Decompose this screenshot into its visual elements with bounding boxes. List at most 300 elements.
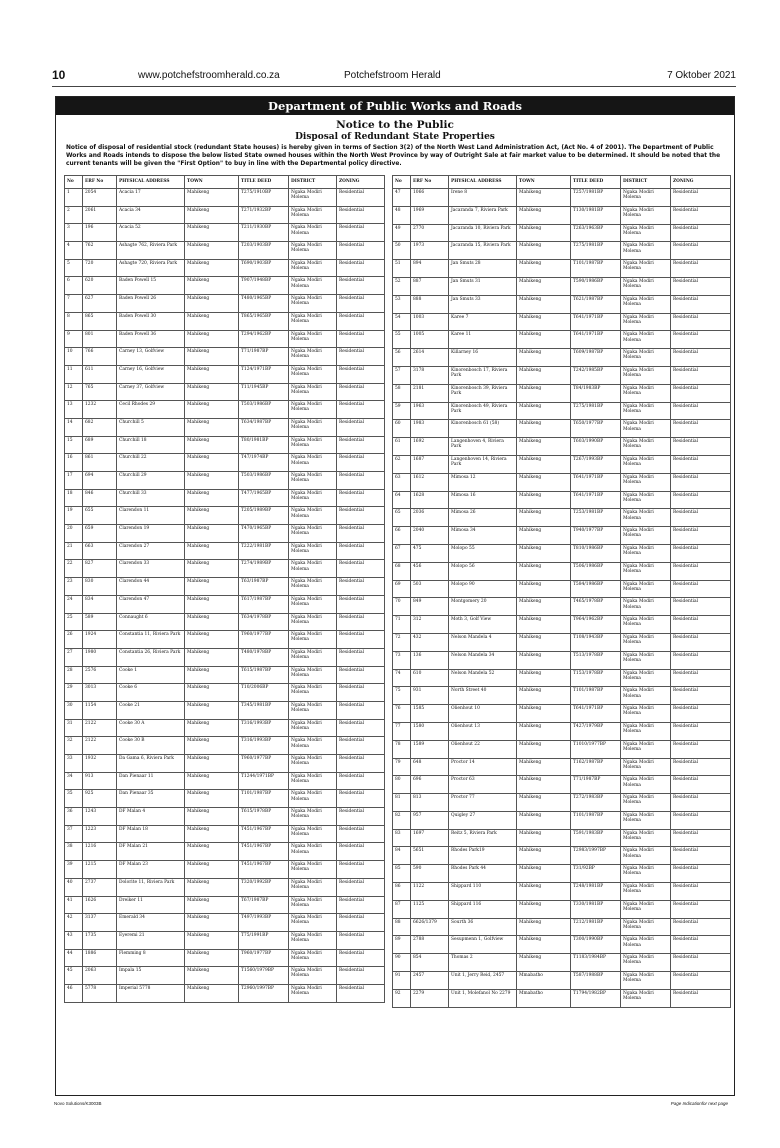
table-row [393, 242, 731, 260]
no-cell: 53 [393, 295, 411, 313]
district-cell: Ngaka Modiri Molema [289, 418, 337, 436]
website-url[interactable]: www.potchefstroomherald.co.za [138, 70, 280, 81]
district-cell: Ngaka Modiri Molema [621, 438, 671, 456]
table-row [65, 436, 385, 454]
erf-cell: 5778 [83, 984, 117, 1002]
address-cell: Mimosa 34 [449, 527, 517, 545]
table-row [393, 616, 731, 634]
zoning-cell: Residential [337, 914, 385, 932]
address-cell: Proctor 63 [449, 776, 517, 794]
town-cell: Mahikeng [517, 722, 571, 740]
title-deed-cell: T480/1978BP [239, 648, 289, 666]
title-deed-cell: T590/1986BP [571, 277, 621, 295]
erf-cell: 648 [411, 758, 449, 776]
no-cell: 9 [65, 330, 83, 348]
town-cell: Mahikeng [185, 312, 239, 330]
town-cell: Mahikeng [185, 206, 239, 224]
no-cell: 82 [393, 811, 411, 829]
table-row [65, 189, 385, 207]
zoning-cell: Residential [337, 737, 385, 755]
erf-cell: 1223 [83, 825, 117, 843]
address-cell: Churchill 29 [117, 472, 185, 490]
no-cell: 33 [65, 755, 83, 773]
erf-cell: 1697 [411, 829, 449, 847]
table-row [393, 491, 731, 509]
no-cell: 21 [65, 542, 83, 560]
erf-cell: 830 [83, 578, 117, 596]
district-cell: Ngaka Modiri Molema [289, 365, 337, 383]
district-cell: Ngaka Modiri Molema [621, 811, 671, 829]
title-deed-cell: T203/1903BP [239, 242, 289, 260]
zoning-cell: Residential [337, 684, 385, 702]
table-row [65, 560, 385, 578]
no-cell: 39 [65, 861, 83, 879]
district-cell: Ngaka Modiri Molema [289, 330, 337, 348]
title-deed-cell: T587/1988BP [571, 972, 621, 990]
town-cell: Mmabatho [517, 989, 571, 1007]
district-cell: Ngaka Modiri Molema [621, 473, 671, 491]
zoning-cell: Residential [337, 418, 385, 436]
district-cell: Ngaka Modiri Molema [289, 401, 337, 419]
town-cell: Mahikeng [185, 719, 239, 737]
title-deed-cell: T634/1978BP [239, 613, 289, 631]
erf-cell: 1122 [411, 883, 449, 901]
erf-cell: 1983 [411, 420, 449, 438]
address-cell: DF Malan 23 [117, 861, 185, 879]
zoning-cell: Residential [671, 687, 731, 705]
district-cell: Ngaka Modiri Molema [621, 705, 671, 723]
district-cell: Ngaka Modiri Molema [621, 331, 671, 349]
title-deed-cell: T274/1989BP [239, 560, 289, 578]
erf-cell: 610 [411, 669, 449, 687]
table-header-row [65, 176, 385, 189]
title-deed-cell: T503/1986BP [239, 472, 289, 490]
title-deed-cell: T267/1993BP [571, 455, 621, 473]
address-cell: Acacia 52 [117, 224, 185, 242]
title-deed-cell: T641/1971BP [571, 313, 621, 331]
address-cell: Nelson Mandela 34 [449, 651, 517, 669]
title-deed-cell: T865/1965BP [239, 312, 289, 330]
erf-cell: 846 [83, 489, 117, 507]
erf-cell: 813 [411, 794, 449, 812]
erf-cell: 2576 [83, 666, 117, 684]
title-deed-cell: T641/1971BP [571, 491, 621, 509]
erf-cell: 854 [411, 954, 449, 972]
no-cell: 56 [393, 349, 411, 367]
no-cell: 35 [65, 790, 83, 808]
table-row [65, 772, 385, 790]
erf-cell: 1003 [411, 313, 449, 331]
district-cell: Ngaka Modiri Molema [621, 954, 671, 972]
masthead-rule [52, 86, 736, 87]
erf-cell: 888 [411, 295, 449, 313]
address-cell: Constantia 26, Riviera Park [117, 648, 185, 666]
zoning-cell: Residential [671, 580, 731, 598]
town-cell: Mahikeng [185, 189, 239, 207]
no-cell: 11 [65, 365, 83, 383]
title-deed-cell: T1560/1979BP [239, 967, 289, 985]
title-deed-cell: T615/1987BP [239, 666, 289, 684]
title-deed-cell: T960/1977BP [239, 631, 289, 649]
no-cell: 81 [393, 794, 411, 812]
zoning-cell: Residential [671, 918, 731, 936]
erf-cell: 620 [83, 277, 117, 295]
zoning-cell: Residential [671, 384, 731, 402]
district-cell: Ngaka Modiri Molema [621, 349, 671, 367]
district-cell: Ngaka Modiri Molema [289, 631, 337, 649]
address-cell: Thomas 2 [449, 954, 517, 972]
table-row [65, 578, 385, 596]
no-cell: 80 [393, 776, 411, 794]
table-row [65, 365, 385, 383]
address-cell: Sesupmenn 1, Golfview [449, 936, 517, 954]
erf-cell: 720 [83, 259, 117, 277]
address-cell: Jan Smuts 33 [449, 295, 517, 313]
table-row [393, 900, 731, 918]
district-cell: Ngaka Modiri Molema [621, 224, 671, 242]
address-cell: Dan Pienaar 35 [117, 790, 185, 808]
table-row [393, 366, 731, 384]
title-deed-cell: T513/1978BP [571, 651, 621, 669]
table-row [65, 808, 385, 826]
district-cell: Ngaka Modiri Molema [289, 542, 337, 560]
no-cell: 17 [65, 472, 83, 490]
erf-cell: 2054 [83, 189, 117, 207]
table-row [393, 189, 731, 207]
town-cell: Mahikeng [185, 878, 239, 896]
no-cell: 71 [393, 616, 411, 634]
zoning-cell: Residential [671, 936, 731, 954]
town-cell: Mahikeng [517, 758, 571, 776]
town-cell: Mahikeng [517, 491, 571, 509]
address-cell: Baden Powell 15 [117, 277, 185, 295]
erf-cell: 3178 [411, 366, 449, 384]
district-cell: Ngaka Modiri Molema [289, 967, 337, 985]
erf-cell: 2181 [411, 384, 449, 402]
address-cell: Flemming 8 [117, 949, 185, 967]
table-row [393, 740, 731, 758]
address-cell: Rhodes Park 44 [449, 865, 517, 883]
address-cell: Cooke 1 [117, 666, 185, 684]
district-cell: Ngaka Modiri Molema [289, 790, 337, 808]
zoning-cell: Residential [671, 847, 731, 865]
town-cell: Mahikeng [517, 402, 571, 420]
town-cell: Mahikeng [185, 383, 239, 401]
title-deed-cell: T84/1983BP [571, 384, 621, 402]
district-cell: Ngaka Modiri Molema [289, 772, 337, 790]
title-deed-cell: T591/1983BP [571, 829, 621, 847]
district-cell: Ngaka Modiri Molema [621, 366, 671, 384]
no-cell: 70 [393, 598, 411, 616]
district-cell: Ngaka Modiri Molema [621, 972, 671, 990]
district-cell: Ngaka Modiri Molema [621, 740, 671, 758]
address-cell: Jan Smuts 28 [449, 260, 517, 278]
erf-cell: 957 [411, 811, 449, 829]
no-cell: 48 [393, 206, 411, 224]
no-cell: 55 [393, 331, 411, 349]
address-cell: Eyeremi 21 [117, 931, 185, 949]
no-cell: 18 [65, 489, 83, 507]
erf-cell: 682 [83, 418, 117, 436]
zoning-cell: Residential [337, 472, 385, 490]
title-deed-cell: T617/1987BP [239, 595, 289, 613]
address-cell: Baden Powell 30 [117, 312, 185, 330]
town-cell: Mahikeng [517, 384, 571, 402]
table-row [65, 825, 385, 843]
title-deed-cell: T80/1981BP [239, 436, 289, 454]
table-body-left [65, 189, 385, 1003]
town-cell: Mahikeng [185, 436, 239, 454]
table-row [65, 648, 385, 666]
erf-cell: 765 [83, 383, 117, 401]
zoning-cell: Residential [671, 562, 731, 580]
district-cell: Ngaka Modiri Molema [289, 984, 337, 1002]
no-cell: 84 [393, 847, 411, 865]
zoning-cell: Residential [337, 719, 385, 737]
table-row [393, 936, 731, 954]
table-row [393, 811, 731, 829]
address-cell: Clarendon 27 [117, 542, 185, 560]
erf-cell: 2122 [83, 737, 117, 755]
zoning-cell: Residential [337, 613, 385, 631]
table-row [65, 949, 385, 967]
zoning-cell: Residential [337, 755, 385, 773]
district-cell: Ngaka Modiri Molema [621, 883, 671, 901]
town-cell: Mahikeng [517, 811, 571, 829]
no-cell: 30 [65, 701, 83, 719]
table-row [65, 242, 385, 260]
town-cell: Mahikeng [517, 829, 571, 847]
erf-cell: 1973 [411, 242, 449, 260]
no-cell: 66 [393, 527, 411, 545]
town-cell: Mmabatho [517, 972, 571, 990]
table-row [393, 473, 731, 491]
address-cell: Quigley 27 [449, 811, 517, 829]
title-deed-cell: T47/1974BP [239, 454, 289, 472]
table-row [65, 878, 385, 896]
no-cell: 64 [393, 491, 411, 509]
town-cell: Mahikeng [185, 843, 239, 861]
address-cell: Churchill 5 [117, 418, 185, 436]
title-deed-cell: T641/1971BP [571, 705, 621, 723]
page-number: 10 [52, 68, 66, 82]
table-row [393, 527, 731, 545]
town-cell: Mahikeng [185, 348, 239, 366]
table-row [393, 438, 731, 456]
town-cell: Mahikeng [517, 776, 571, 794]
table-row [393, 633, 731, 651]
erf-cell: 1687 [411, 455, 449, 473]
table-row [393, 295, 731, 313]
zoning-cell: Residential [671, 776, 731, 794]
no-cell: 41 [65, 896, 83, 914]
table-row [393, 277, 731, 295]
table-row [65, 348, 385, 366]
no-cell: 73 [393, 651, 411, 669]
zoning-cell: Residential [671, 794, 731, 812]
address-cell: Sourth 36 [449, 918, 517, 936]
no-cell: 51 [393, 260, 411, 278]
address-cell: Baden Powell 26 [117, 295, 185, 313]
zoning-cell: Residential [337, 578, 385, 596]
zoning-cell: Residential [337, 489, 385, 507]
erf-cell: 5651 [411, 847, 449, 865]
column-header-zoning: ZONING [671, 176, 731, 189]
erf-cell: 766 [83, 348, 117, 366]
address-cell: Cooke 6 [117, 684, 185, 702]
town-cell: Mahikeng [517, 260, 571, 278]
erf-cell: 1580 [411, 722, 449, 740]
title-deed-cell: T300/1990BP [571, 936, 621, 954]
town-cell: Mahikeng [517, 954, 571, 972]
no-cell: 8 [65, 312, 83, 330]
zoning-cell: Residential [337, 277, 385, 295]
zoning-cell: Residential [671, 313, 731, 331]
address-cell: Churchill 18 [117, 436, 185, 454]
district-cell: Ngaka Modiri Molema [621, 651, 671, 669]
town-cell: Mahikeng [185, 790, 239, 808]
erf-cell: 196 [83, 224, 117, 242]
title-deed-cell: T907/1948BP [239, 277, 289, 295]
no-cell: 36 [65, 808, 83, 826]
erf-cell: 849 [411, 598, 449, 616]
title-deed-cell: T2960/1997BP [239, 984, 289, 1002]
erf-cell: 611 [83, 365, 117, 383]
district-cell: Ngaka Modiri Molema [621, 758, 671, 776]
property-table-left [64, 175, 385, 1003]
erf-cell: 1735 [83, 931, 117, 949]
title-deed-cell: T470/1965BP [239, 525, 289, 543]
district-cell: Ngaka Modiri Molema [621, 687, 671, 705]
district-cell: Ngaka Modiri Molema [289, 737, 337, 755]
address-cell: Cooke 30 A [117, 719, 185, 737]
address-cell: Clarendon 47 [117, 595, 185, 613]
erf-cell: 2063 [83, 967, 117, 985]
no-cell: 90 [393, 954, 411, 972]
town-cell: Mahikeng [185, 631, 239, 649]
no-cell: 75 [393, 687, 411, 705]
address-cell: Ashagte 720, Riviera Park [117, 259, 185, 277]
erf-cell: 2614 [411, 349, 449, 367]
title-deed-cell: T263/1963BP [571, 224, 621, 242]
table-row [65, 719, 385, 737]
zoning-cell: Residential [337, 560, 385, 578]
town-cell: Mahikeng [185, 825, 239, 843]
town-cell: Mahikeng [517, 295, 571, 313]
no-cell: 27 [65, 648, 83, 666]
erf-cell: 696 [411, 776, 449, 794]
no-cell: 3 [65, 224, 83, 242]
address-cell: Montgomery 20 [449, 598, 517, 616]
erf-cell: 432 [411, 633, 449, 651]
town-cell: Mahikeng [517, 509, 571, 527]
zoning-cell: Residential [671, 491, 731, 509]
town-cell: Mahikeng [185, 560, 239, 578]
title-deed-cell: T275/1981BP [571, 402, 621, 420]
address-cell: Connaught 6 [117, 613, 185, 631]
address-cell: Carney 37, Golfview [117, 383, 185, 401]
erf-cell: 2457 [411, 972, 449, 990]
erf-cell: 1969 [411, 206, 449, 224]
town-cell: Mahikeng [517, 331, 571, 349]
title-deed-cell: T506/1986BP [571, 562, 621, 580]
erf-cell: 1125 [411, 900, 449, 918]
district-cell: Ngaka Modiri Molema [289, 312, 337, 330]
district-cell: Ngaka Modiri Molema [621, 794, 671, 812]
district-cell: Ngaka Modiri Molema [621, 633, 671, 651]
table-row [393, 989, 731, 1007]
zoning-cell: Residential [337, 259, 385, 277]
title-deed-cell: T153/1978BP [571, 669, 621, 687]
title-deed-cell: T427/1979BP [571, 722, 621, 740]
title-deed-cell: T1010/1977BP [571, 740, 621, 758]
no-cell: 34 [65, 772, 83, 790]
address-cell: Molopo 55 [449, 544, 517, 562]
erf-cell: 1585 [411, 705, 449, 723]
table-row [65, 843, 385, 861]
district-cell: Ngaka Modiri Molema [289, 224, 337, 242]
town-cell: Mahikeng [517, 883, 571, 901]
address-cell: Cooke 21 [117, 701, 185, 719]
erf-cell: 1232 [83, 401, 117, 419]
zoning-cell: Residential [337, 525, 385, 543]
table-row [65, 666, 385, 684]
no-cell: 69 [393, 580, 411, 598]
title-deed-cell: T615/1978BP [239, 808, 289, 826]
title-deed-cell: T10/2006BP [239, 684, 289, 702]
title-deed-cell: T101/1987BP [239, 790, 289, 808]
title-deed-cell: T271/1932BP [239, 206, 289, 224]
erf-cell: 1215 [83, 861, 117, 879]
zoning-cell: Residential [671, 954, 731, 972]
address-cell: Reitz 5, Riviera Park [449, 829, 517, 847]
title-deed-cell: T345/1981BP [239, 701, 289, 719]
no-cell: 83 [393, 829, 411, 847]
district-cell: Ngaka Modiri Molema [621, 616, 671, 634]
table-row [65, 489, 385, 507]
title-deed-cell: T272/1983BP [571, 794, 621, 812]
district-cell: Ngaka Modiri Molema [289, 507, 337, 525]
district-cell: Ngaka Modiri Molema [289, 878, 337, 896]
table-row [65, 931, 385, 949]
district-cell: Ngaka Modiri Molema [621, 491, 671, 509]
no-cell: 74 [393, 669, 411, 687]
title-deed-cell: T67/1987BP [239, 896, 289, 914]
no-cell: 59 [393, 402, 411, 420]
title-deed-cell: T316/1993BP [239, 737, 289, 755]
title-deed-cell: T275/1910BP [239, 189, 289, 207]
no-cell: 16 [65, 454, 83, 472]
title-deed-cell: T497/1993BP [239, 914, 289, 932]
town-cell: Mahikeng [517, 598, 571, 616]
zoning-cell: Residential [337, 454, 385, 472]
district-cell: Ngaka Modiri Molema [621, 776, 671, 794]
zoning-cell: Residential [337, 790, 385, 808]
title-deed-cell: T650/1977BP [571, 420, 621, 438]
erf-cell: 913 [83, 772, 117, 790]
erf-cell: 1924 [83, 631, 117, 649]
zoning-cell: Residential [337, 330, 385, 348]
erf-cell: 136 [411, 651, 449, 669]
table-row [65, 312, 385, 330]
address-cell: Da Gama 6, Riviera Park [117, 755, 185, 773]
address-cell: Proctor 77 [449, 794, 517, 812]
district-cell: Ngaka Modiri Molema [289, 189, 337, 207]
table-row [65, 507, 385, 525]
town-cell: Mahikeng [517, 420, 571, 438]
table-row [393, 687, 731, 705]
title-deed-cell: T690/1903BP [239, 259, 289, 277]
